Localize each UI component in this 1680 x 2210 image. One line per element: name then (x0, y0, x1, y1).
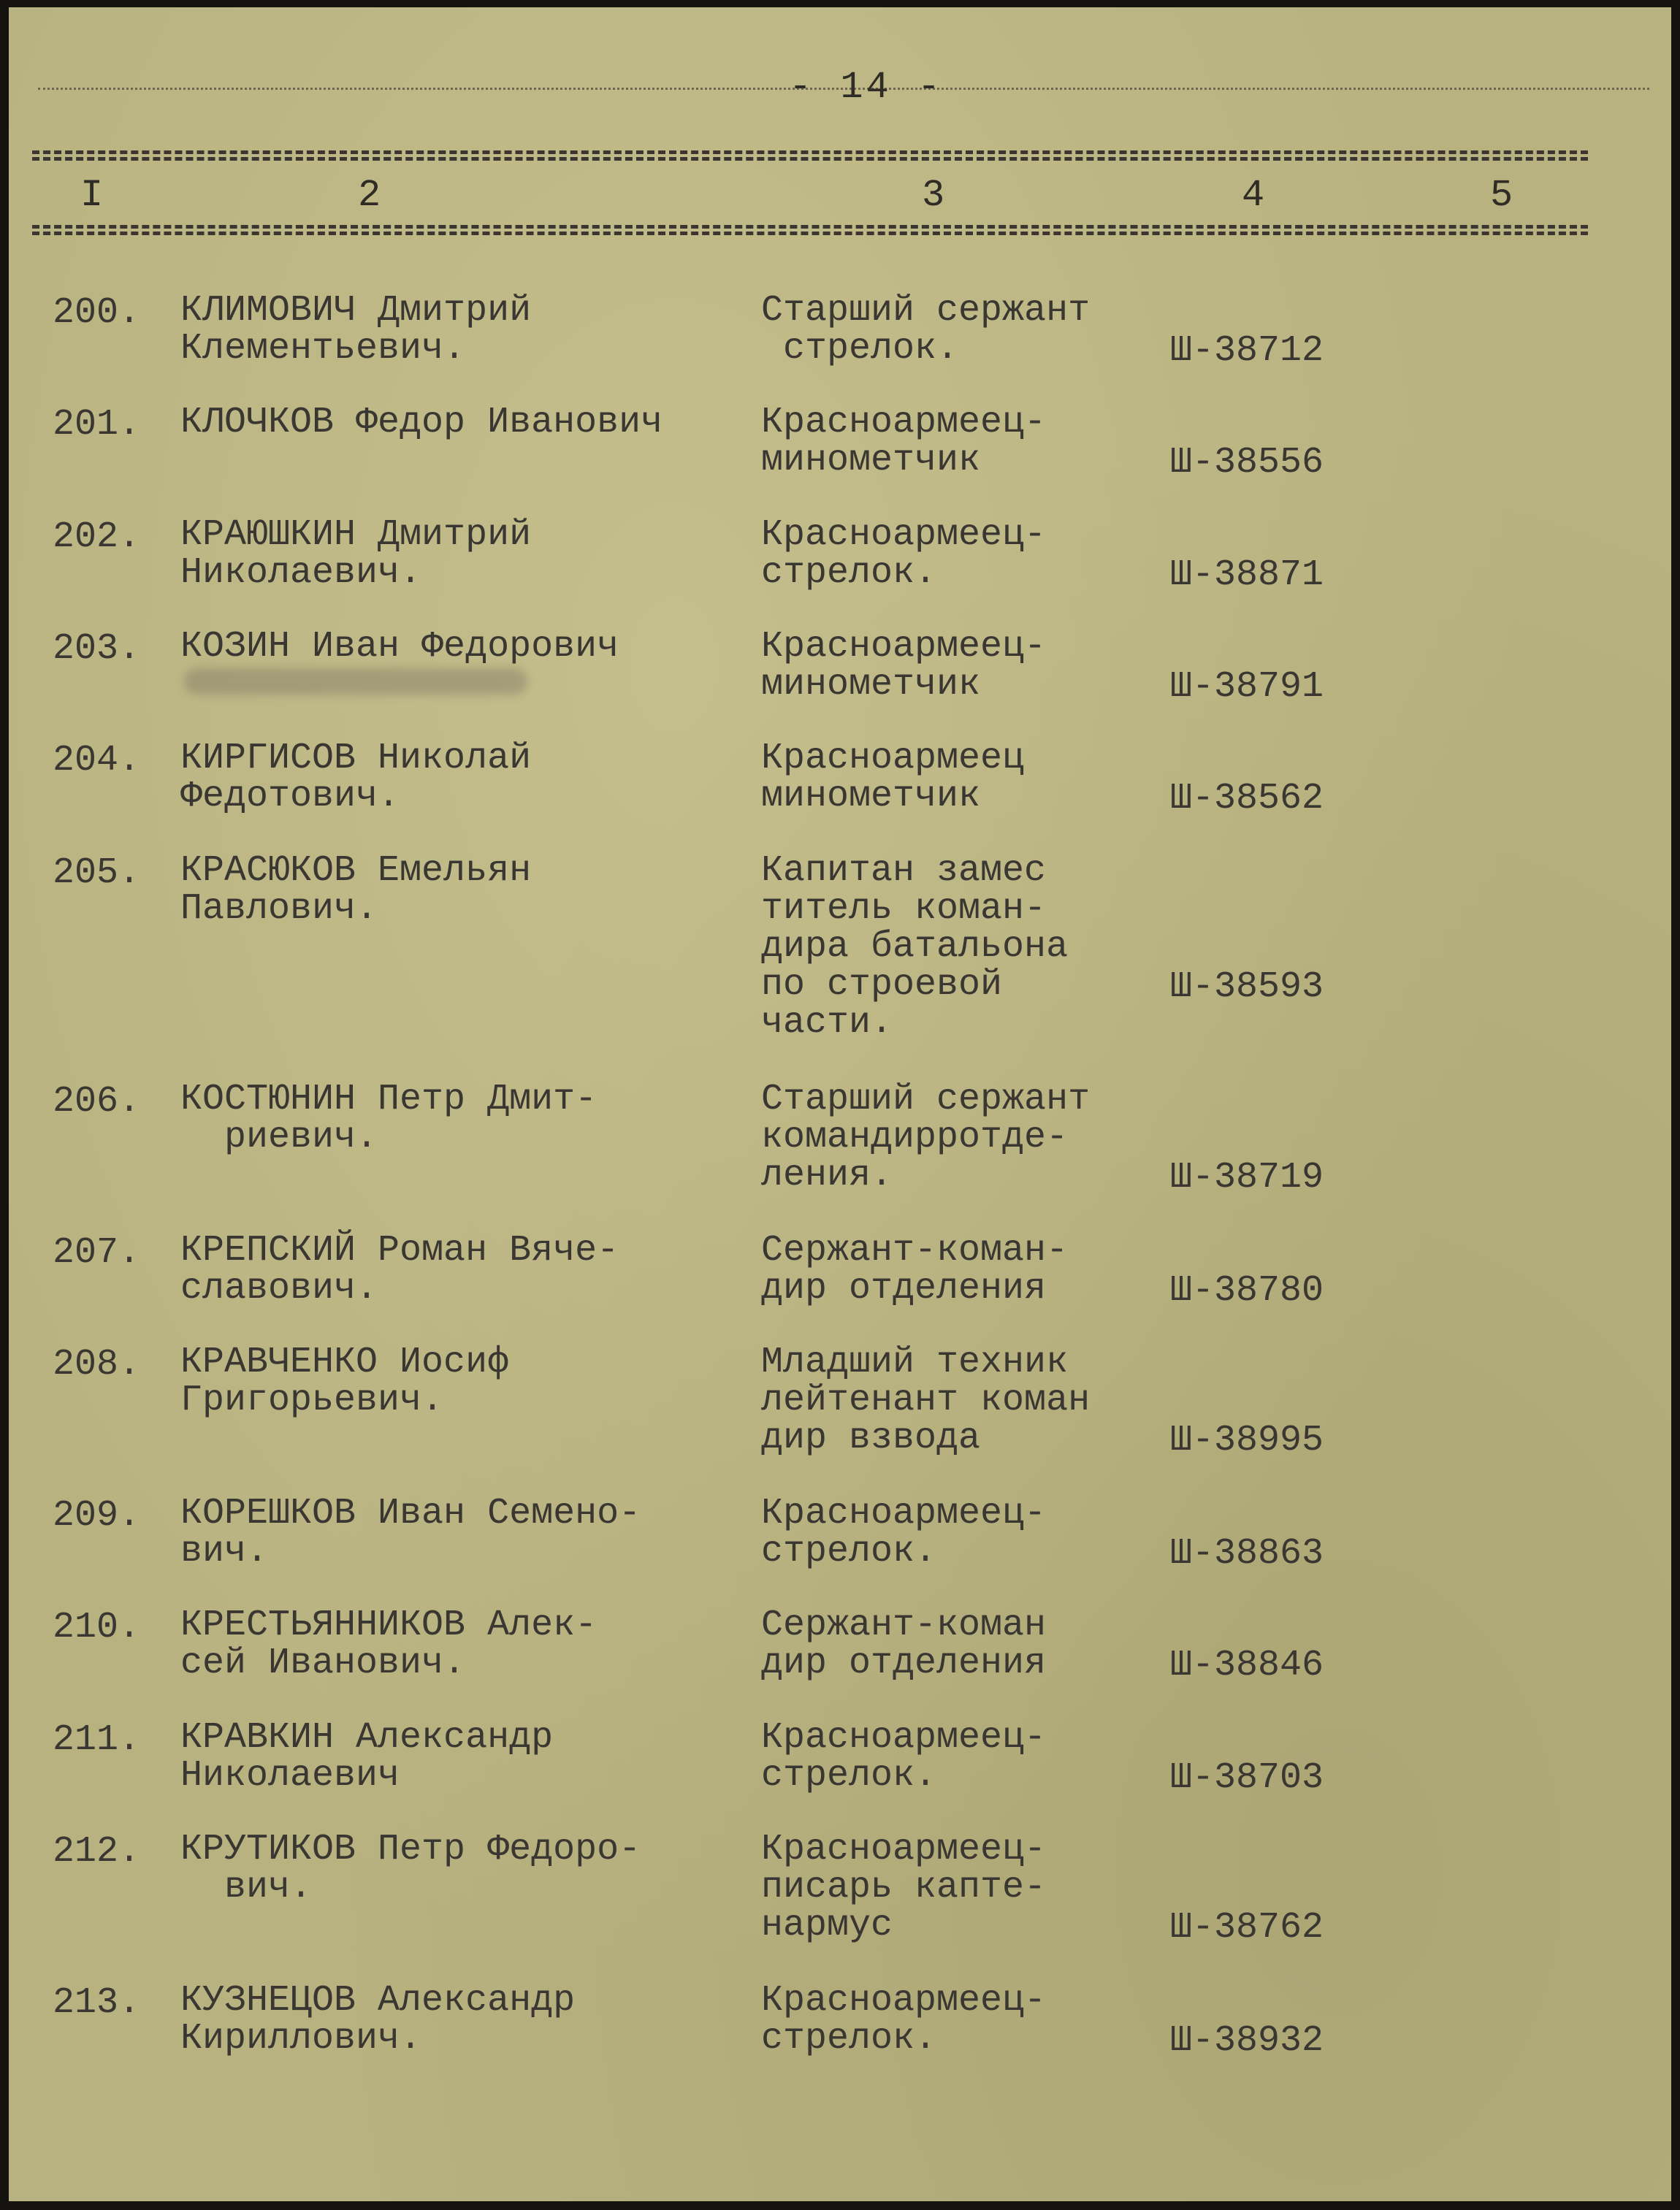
record-number: 204. (53, 740, 141, 781)
page-number: - 14 - (789, 66, 944, 109)
record-number: 200. (53, 292, 141, 334)
record-code: Ш-38719 (1170, 1157, 1324, 1198)
record-number: 207. (53, 1232, 141, 1274)
record-number: 210. (53, 1607, 141, 1648)
record-code: Ш-38780 (1170, 1270, 1324, 1312)
record-code: Ш-38871 (1170, 554, 1324, 596)
record-rank: Капитан замес титель коман- дира батальона по строевой части. (761, 850, 1069, 1044)
record-rank: Красноармеец- стрелок. (761, 514, 1047, 594)
record-number: 201. (53, 404, 141, 446)
record-rank: Сержант-коман дир отделения (761, 1605, 1047, 1684)
record-number: 208. (53, 1344, 141, 1385)
record-code: Ш-38846 (1170, 1645, 1324, 1686)
record-code: Ш-38712 (1170, 330, 1324, 372)
record-name: КРАВКИН Александр Николаевич (180, 1717, 554, 1797)
record-rank: Красноармеец- минометчик (761, 626, 1047, 706)
record-code: Ш-38593 (1170, 966, 1324, 1008)
record-name: КУЗНЕЦОВ Александр Кириллович. (180, 1980, 576, 2060)
record-name: КРЕПСКИЙ Роман Вяче- славович. (180, 1230, 619, 1309)
column-number-1: I (80, 174, 104, 217)
record-name: КРАЮШКИН Дмитрий Николаевич. (180, 514, 532, 594)
record-code: Ш-38762 (1170, 1907, 1324, 1949)
column-number-3: 3 (922, 174, 945, 217)
record-number: 213. (53, 1982, 141, 2024)
record-rank: Красноармеец минометчик (761, 738, 1025, 817)
record-rank: Красноармеец- стрелок. (761, 1493, 1047, 1572)
record-name: КЛИМОВИЧ Дмитрий Клементьевич. (180, 290, 532, 370)
record-rank: Старший сержант стрелок. (761, 290, 1091, 370)
record-number: 211. (53, 1719, 141, 1761)
record-rank: Красноармеец- минометчик (761, 402, 1047, 481)
record-name: КРАСЮКОВ Емельян Павлович. (180, 850, 532, 930)
record-rank: Старший сержант командирротде- ления. (761, 1079, 1091, 1196)
record-name: КРУТИКОВ Петр Федоро- вич. (180, 1829, 641, 1908)
record-name: КРАВЧЕНКО Иосиф Григорьевич. (180, 1342, 510, 1421)
record-name: КЛОЧКОВ Федор Иванович (180, 402, 663, 443)
record-number: 205. (53, 852, 141, 894)
record-rank: Младший техник лейтенант коман дир взвода (761, 1342, 1091, 1459)
column-number-4: 4 (1242, 174, 1265, 217)
header-rule-top (32, 150, 1588, 161)
record-name: КРЕСТЬЯННИКОВ Алек- сей Иванович. (180, 1605, 597, 1684)
record-rank: Сержант-коман- дир отделения (761, 1230, 1069, 1309)
record-name: КОРЕШКОВ Иван Семено- вич. (180, 1493, 641, 1572)
header-rule-bottom (32, 225, 1588, 235)
record-rank: Красноармеец- писарь капте- нармус (761, 1829, 1047, 1946)
record-code: Ш-38932 (1170, 2020, 1324, 2062)
record-name: КИРГИСОВ Николай Федотович. (180, 738, 532, 817)
column-number-2: 2 (358, 174, 381, 217)
record-rank: Красноармеец- стрелок. (761, 1980, 1047, 2060)
record-rank: Красноармеец- стрелок. (761, 1717, 1047, 1797)
document-page (9, 7, 1671, 2201)
record-code: Ш-38791 (1170, 666, 1324, 708)
record-code: Ш-38863 (1170, 1533, 1324, 1575)
record-number: 212. (53, 1831, 141, 1873)
record-number: 206. (53, 1081, 141, 1123)
record-code: Ш-38562 (1170, 778, 1324, 819)
record-number: 203. (53, 628, 141, 670)
record-number: 209. (53, 1495, 141, 1537)
record-number: 202. (53, 516, 141, 558)
record-code: Ш-38703 (1170, 1757, 1324, 1799)
ink-smudge (184, 668, 527, 695)
record-code: Ш-38995 (1170, 1420, 1324, 1461)
column-number-5: 5 (1490, 174, 1513, 217)
record-name: КОСТЮНИН Петр Дмит- риевич. (180, 1079, 597, 1158)
record-code: Ш-38556 (1170, 442, 1324, 483)
record-name: КОЗИН Иван Федорович (180, 626, 619, 668)
